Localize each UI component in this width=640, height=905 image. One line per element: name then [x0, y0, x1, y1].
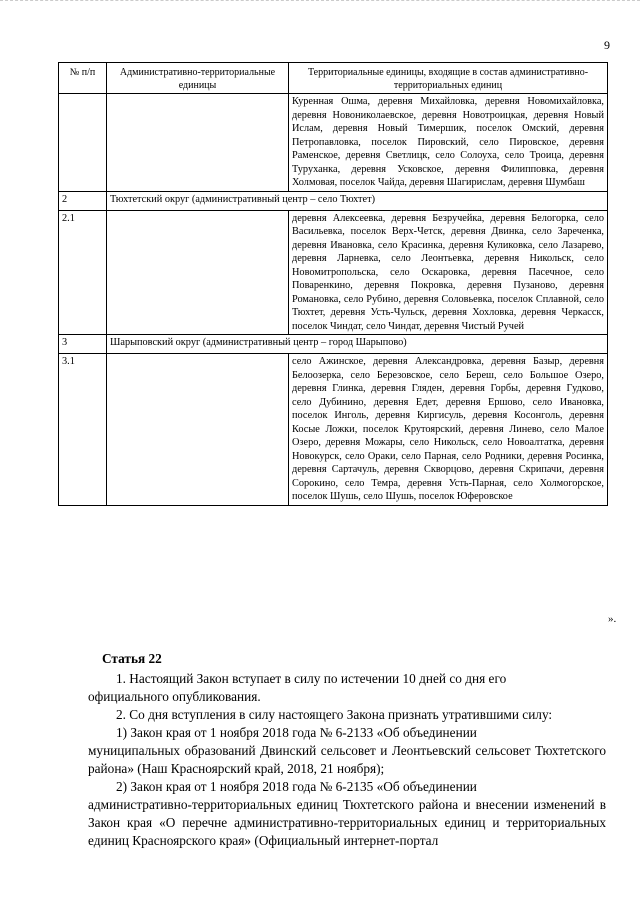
okrug-number: 2 — [59, 191, 107, 210]
okrug-row — [59, 191, 608, 210]
header-number: № п/п — [59, 63, 107, 94]
row-territorial-units: Куренная Ошма, деревня Михайловка, деревня Новомихайловка, деревня Новониколаевское, деревня Новотроицкая, деревня Новый Ислам, деревня Новый Тимершик, поселок Омский, деревня Петропавловка, поселок Пировский, село Пировское, деревня Раменское, деревня Светлицк, село Солоуха, село Троица, деревня Туруханка, деревня Усковское, деревня Филипповка, деревня Холмовая, поселок Чайда, деревня Шагирислам, деревня Шумбаш — [289, 94, 608, 192]
table-row — [59, 210, 608, 335]
territorial-units-table — [58, 62, 608, 506]
okrug-title: Тюхтетский округ (административный центр – село Тюхтет) — [107, 191, 608, 210]
row-number: 3.1 — [59, 354, 107, 506]
okrug-number: 3 — [59, 335, 107, 354]
article-paragraph-1-cont: официального опубликования. — [88, 689, 261, 704]
header-territorial-units: Территориальные единицы, входящие в состав административно-территориальных единиц — [289, 63, 608, 94]
okrug-title: Шарыповский округ (административный центр – город Шарыпово) — [107, 335, 608, 354]
article-paragraph-2: 2. Со дня вступления в силу настоящего Закона признать утратившими силу: — [116, 707, 553, 722]
row-number: 2.1 — [59, 210, 107, 335]
okrug-row — [59, 335, 608, 354]
table-closing-quote: ». — [608, 613, 617, 625]
table-row — [59, 354, 608, 506]
row-territorial-units: село Ажинское, деревня Александровка, деревня Базыр, деревня Белоозерка, село Березовское, село Береш, село Большое Озеро, деревня Глинка, деревня Гляден, деревня Горбы, деревня Гудково, село Дубинино, деревня Едет, деревня Ершово, село Ивановка, поселок Инголь, деревня Киргисуль, деревня Косонголь, деревня Косые Ложки, поселок Крутоярский, деревня Линево, село Малое Озеро, деревня Можары, село Никольск, село Новоалтатка, деревня Новокурск, село Ораки, село Парная, село Родники, деревня Росинка, деревня Сартачуль, деревня Скворцово, деревня Скрипачи, деревня Сорокино, село Темра, деревня Усть-Парная, село Холмогорское, поселок Шушь, село Шушь, поселок Юферовское — [289, 354, 608, 506]
row-territorial-units: деревня Алексеевка, деревня Безручейка, деревня Белогорка, село Васильевка, поселок Верх-Четск, деревня Двинка, село Зареченка, деревня Ивановка, село Красинка, деревня Куликовка, село Лазарево, деревня Ларневка, село Леонтьевка, деревня Никольск, село Новомитропольска, село Оскаровка, деревня Пасечное, село Поваренкино, деревня Покровка, деревня Пузаново, деревня Романовка, село Рубино, деревня Соловьевка, поселок Сплавной, село Тюхтет, деревня Усть-Чульск, деревня Хохловка, деревня Черкасск, поселок Чиндат, село Чиндат, деревня Чистый Ручей — [289, 210, 608, 335]
article-paragraph-4: 2) Закон края от 1 ноября 2018 года № 6-2135 «Об объединении — [116, 779, 477, 794]
header-admin-units: Административно-территориальные единицы — [107, 63, 289, 94]
row-number — [59, 94, 107, 192]
article-paragraph-3-cont: муниципальных образований Двинский сельсовет и Леонтьевский сельсовет Тюхтетского района» (Наш Красноярский край, 2018, 21 ноября); — [88, 743, 606, 776]
table-header-row — [59, 63, 608, 94]
page-number: 9 — [604, 38, 610, 52]
top-rule — [0, 0, 640, 5]
row-admin-unit — [107, 354, 289, 506]
article-22 — [88, 650, 606, 850]
article-paragraph-3: 1) Закон края от 1 ноября 2018 года № 6-2133 «Об объединении — [116, 725, 477, 740]
row-admin-unit — [107, 94, 289, 192]
row-admin-unit — [107, 210, 289, 335]
table-row — [59, 94, 608, 192]
article-paragraph-4-cont: административно-территориальных единиц Тюхтетского района и внесении изменений в Закон края «О перечне административно-территориальных единиц и территориальных единиц Красноярского края» (Официальный интернет-портал — [88, 797, 606, 848]
article-paragraph-1: 1. Настоящий Закон вступает в силу по истечении 10 дней со дня его — [116, 671, 507, 686]
article-heading: Статья 22 — [102, 651, 162, 666]
